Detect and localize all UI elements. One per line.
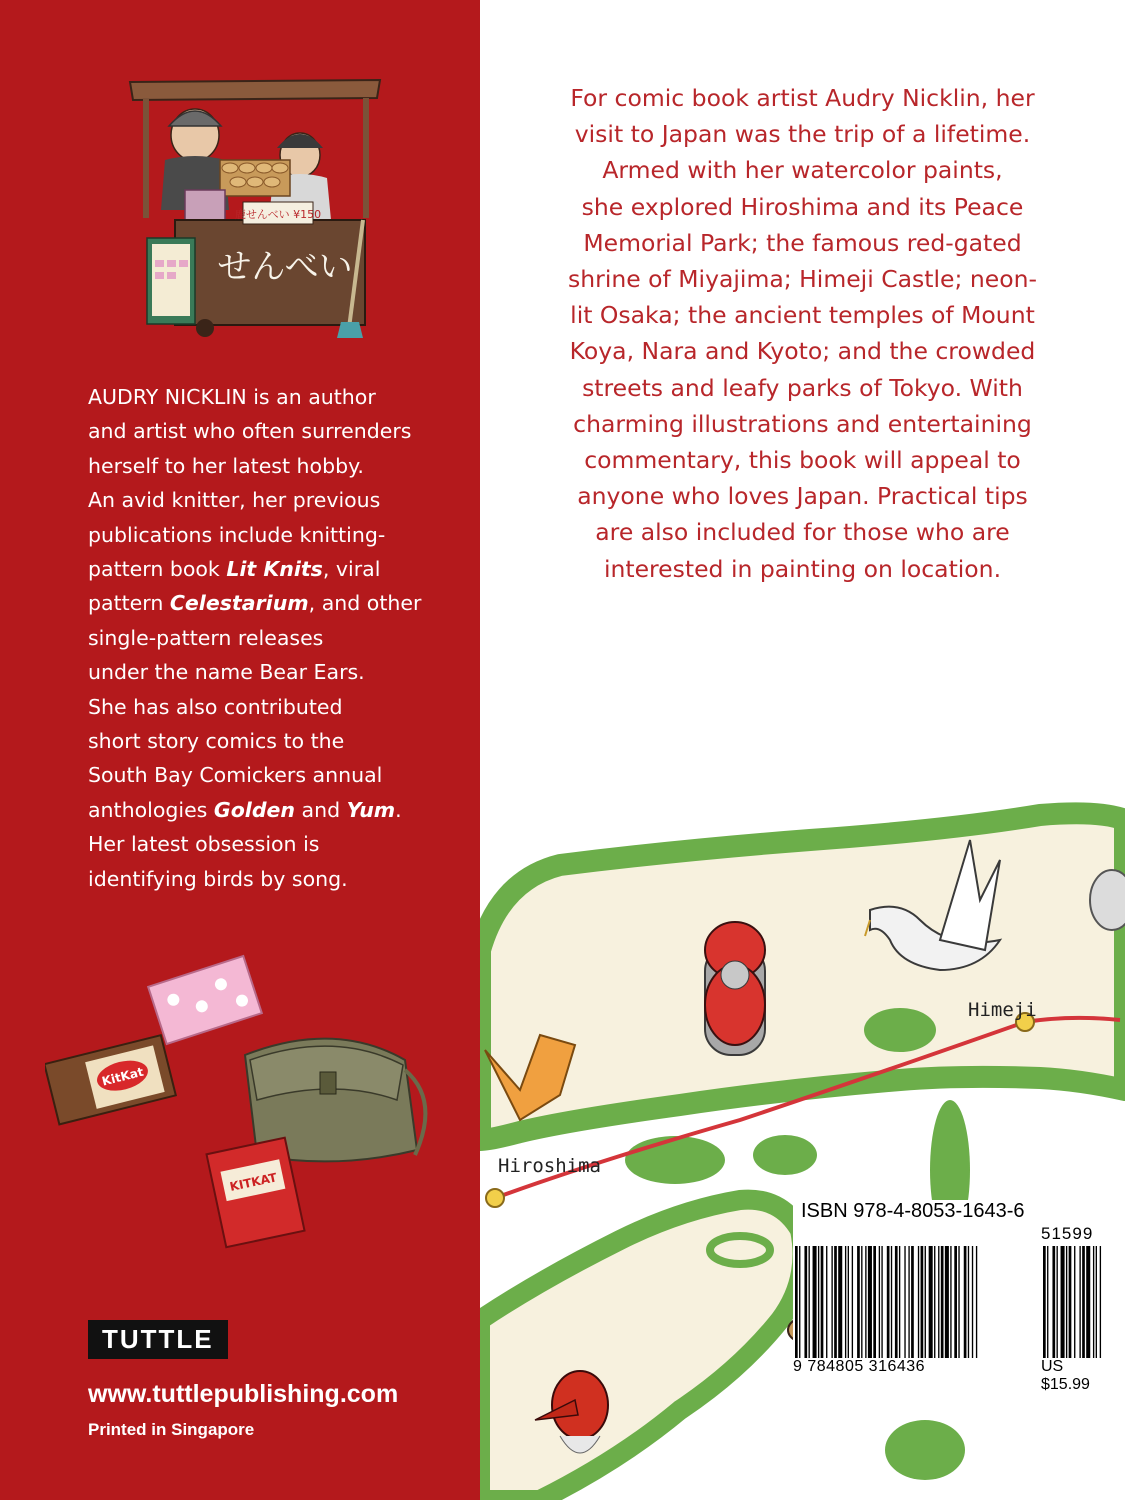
barcode-bar [954,1246,957,1358]
bio-text: , and other [308,591,422,616]
blurb-line: lit Osaka; the ancient temples of Mount [570,301,1035,330]
barcode-bar [925,1246,926,1358]
barcode-bar [904,1246,905,1358]
barcode-bar [857,1246,860,1358]
barcode-supplement-bar [1082,1246,1085,1358]
barcode-bar [891,1246,892,1358]
barcode-bar [918,1246,919,1358]
senbei-stall-illustration [125,60,385,340]
barcode-bar [958,1246,959,1358]
bio-line: publications include knitting- [88,522,386,547]
bio-text: pattern [88,591,170,616]
anthology-title-golden: Golden [213,797,295,822]
bio-line: single-pattern releases [88,625,324,650]
barcode-supplement-bar [1074,1246,1075,1358]
barcode-supplement-bar [1057,1246,1058,1358]
book-title-lit-knits: Lit Knits [226,557,323,582]
barcode-supplement-bar [1066,1246,1067,1358]
bio-text: and [295,797,347,822]
barcode-bar [848,1246,849,1358]
stall-sign-text: せんべい [217,247,353,287]
bio-line: She has also contributed [88,694,343,719]
printed-in: Printed in Singapore [88,1420,255,1439]
anthology-title-yum: Yum [346,797,396,822]
barcode-bar [976,1246,977,1358]
barcode-bar [821,1246,824,1358]
barcode-bar [972,1246,973,1358]
barcode-bar [911,1246,914,1358]
blurb-line: Koya, Nara and Kyoto; and the crowded [569,337,1036,366]
blurb-line: she explored Hiroshima and its Peace [581,192,1024,221]
price-text: US $15.99 [1041,1358,1090,1393]
barcode-bar [795,1246,798,1358]
barcode-bar [838,1246,842,1358]
barcode-supplement-bar [1043,1246,1046,1358]
barcode-supplement-bar [1100,1246,1101,1358]
publisher-website[interactable]: www.tuttlepublishing.com [88,1380,399,1408]
barcode-supplement-bar [1061,1246,1065,1358]
author-bio [88,380,428,896]
stall-price-tag: 鹿せんべい ¥150 [234,208,322,221]
price-code: 51599 [1041,1224,1094,1243]
barcode-bar [879,1246,880,1358]
barcode-bar [964,1246,967,1358]
barcode-bar [899,1246,900,1358]
bio-line: short story comics to the [88,729,345,754]
barcode-bar [868,1246,872,1358]
bio-line: herself to her latest hobby. [88,453,364,478]
barcode-bar [895,1246,898,1358]
jizo-statue-icon [705,922,765,1055]
bio-text: pattern book [88,557,227,582]
barcode-bar [941,1246,944,1358]
barcode-supplement-bar [1047,1246,1048,1358]
bio-text: . [395,797,402,822]
kitkat-label-red: KITKAT [228,1170,279,1194]
barcode-bar [881,1246,882,1358]
snacks-and-bag-illustration [45,950,445,1250]
kitkat-label: KitKat [100,1064,145,1089]
barcode-bar [950,1246,951,1358]
bio-line: identifying birds by song. [88,866,348,891]
barcode-bar [908,1246,909,1358]
blurb-line: visit to Japan was the trip of a lifetime. [574,120,1031,149]
barcode-supplement-bar [1052,1246,1055,1358]
barcode-bar [887,1246,890,1358]
barcode-bar [813,1246,817,1358]
barcode-bar [799,1246,800,1358]
barcode-bar [873,1246,876,1358]
bio-line [88,552,428,586]
publisher-logo: TUTTLE [88,1320,228,1359]
barcode-bar [845,1246,846,1358]
left-red-panel [0,0,480,1500]
blurb-line: shrine of Miyajima; Himeji Castle; neon- [568,265,1037,294]
bio-line: Her latest obsession is [88,832,320,857]
barcode-supplement-bar [1069,1246,1072,1358]
barcode-supplement-bar [1086,1246,1090,1358]
barcode-supplement-bar [1093,1246,1094,1358]
barcode-bar [861,1246,862,1358]
barcode-bar [831,1246,832,1358]
bio-line: An avid knitter, her previous [88,488,381,513]
map-label-himeji: Himeji [968,999,1037,1021]
bio-text: , viral [322,557,381,582]
barcode-supplement-bar [1096,1246,1097,1358]
barcode-bar [834,1246,837,1358]
bio-line: and artist who often surrenders [88,419,412,444]
book-blurb [500,80,1105,587]
blurb-line: streets and leafy parks of Tokyo. With [582,373,1023,402]
barcode-bar [929,1246,933,1358]
bio-line: under the name Bear Ears. [88,660,365,685]
blurb-line: commentary, this book will appeal to [584,446,1021,475]
barcode-bars [795,1246,1105,1358]
barcode-bar [968,1246,969,1358]
barcode-bar [809,1246,810,1358]
map-label-hiroshima: Hiroshima [498,1155,601,1177]
blurb-line: anyone who loves Japan. Practical tips [577,482,1028,511]
japan-map-illustration [480,760,1125,1500]
bio-line: AUDRY NICKLIN is an author [88,385,376,409]
barcode-bar [852,1246,853,1358]
barcode-bar [934,1246,935,1358]
barcode-bar [945,1246,949,1358]
barcode-bar [865,1246,866,1358]
barcode-bar [938,1246,939,1358]
bio-line [88,793,428,827]
pattern-title-celestarium: Celestarium [169,591,309,616]
barcode-bar [826,1246,827,1358]
blurb-line: Memorial Park; the famous red-gated [583,228,1022,257]
blurb-line: are also included for those who are [595,518,1010,547]
blurb-line: Armed with her watercolor paints, [602,156,1003,185]
barcode-number: 9 784805 316436 [793,1358,926,1375]
blurb-line: For comic book artist Audry Nicklin, her [570,84,1035,112]
barcode-bar [804,1246,807,1358]
isbn-text: ISBN 978-4-8053-1643-6 [801,1200,1025,1222]
barcode-panel [793,1200,1113,1393]
barcode-supplement-bar [1079,1246,1080,1358]
barcode-bar [921,1246,924,1358]
blurb-line: charming illustrations and entertaining [573,409,1032,438]
bio-text: anthologies [88,797,214,822]
bio-line [88,586,428,620]
barcode-bar [818,1246,819,1358]
blurb-line: interested in painting on location. [603,554,1002,583]
bio-line: South Bay Comickers annual [88,763,383,788]
